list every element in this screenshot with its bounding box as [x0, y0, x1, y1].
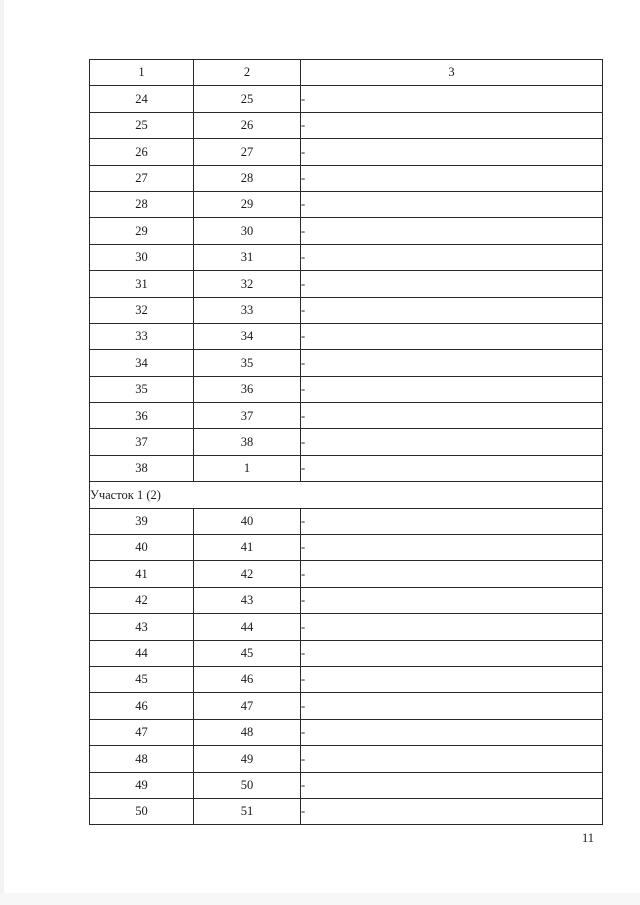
- point-to-cell: 50: [194, 772, 301, 798]
- point-from-cell: 38: [90, 455, 194, 481]
- description-cell: -: [301, 244, 603, 270]
- description-cell: -: [301, 798, 603, 824]
- table-row: [90, 271, 603, 297]
- table-row: [90, 561, 603, 587]
- point-to-cell: 28: [194, 165, 301, 191]
- table-row: [90, 244, 603, 270]
- point-to-cell: 34: [194, 323, 301, 349]
- table-row: [90, 191, 603, 217]
- table-row: [90, 798, 603, 824]
- point-from-cell: 26: [90, 139, 194, 165]
- point-to-cell: 45: [194, 640, 301, 666]
- point-to-cell: 49: [194, 746, 301, 772]
- point-to-cell: 35: [194, 350, 301, 376]
- table-row: [90, 640, 603, 666]
- description-cell: -: [301, 218, 603, 244]
- point-from-cell: 46: [90, 693, 194, 719]
- description-cell: -: [301, 429, 603, 455]
- point-to-cell: 32: [194, 271, 301, 297]
- point-from-cell: 41: [90, 561, 194, 587]
- description-cell: -: [301, 455, 603, 481]
- page-number: 11: [582, 831, 595, 845]
- description-cell: -: [301, 587, 603, 613]
- point-from-cell: 47: [90, 719, 194, 745]
- description-cell: -: [301, 191, 603, 217]
- point-from-cell: 34: [90, 350, 194, 376]
- point-to-cell: 38: [194, 429, 301, 455]
- point-to-cell: 36: [194, 376, 301, 402]
- table-body: [90, 60, 603, 825]
- description-cell: -: [301, 350, 603, 376]
- header-cell-2: 2: [194, 60, 301, 86]
- point-to-cell: 41: [194, 535, 301, 561]
- point-to-cell: 43: [194, 587, 301, 613]
- table-row: [90, 693, 603, 719]
- point-from-cell: 31: [90, 271, 194, 297]
- table-row: [90, 297, 603, 323]
- point-from-cell: 24: [90, 86, 194, 112]
- point-to-cell: 37: [194, 403, 301, 429]
- description-cell: -: [301, 86, 603, 112]
- point-from-cell: 50: [90, 798, 194, 824]
- page-bottom-edge: [0, 893, 640, 905]
- point-to-cell: 44: [194, 614, 301, 640]
- section-label: Участок 1 (2): [90, 482, 603, 508]
- description-cell: -: [301, 112, 603, 138]
- header-cell-3: 3: [301, 60, 603, 86]
- description-cell: -: [301, 508, 603, 534]
- description-cell: -: [301, 376, 603, 402]
- table-header-row: [90, 60, 603, 86]
- point-from-cell: 40: [90, 535, 194, 561]
- point-from-cell: 25: [90, 112, 194, 138]
- table-row: [90, 746, 603, 772]
- point-from-cell: 28: [90, 191, 194, 217]
- description-cell: -: [301, 323, 603, 349]
- point-to-cell: 26: [194, 112, 301, 138]
- point-from-cell: 45: [90, 666, 194, 692]
- description-cell: -: [301, 640, 603, 666]
- description-cell: -: [301, 271, 603, 297]
- description-cell: -: [301, 693, 603, 719]
- point-from-cell: 33: [90, 323, 194, 349]
- table-row: [90, 350, 603, 376]
- description-cell: -: [301, 297, 603, 323]
- point-to-cell: 29: [194, 191, 301, 217]
- description-cell: -: [301, 561, 603, 587]
- table-row: [90, 139, 603, 165]
- point-from-cell: 37: [90, 429, 194, 455]
- table-row: [90, 112, 603, 138]
- point-to-cell: 30: [194, 218, 301, 244]
- table-row: [90, 535, 603, 561]
- table-row: [90, 429, 603, 455]
- table-row: [90, 614, 603, 640]
- description-cell: -: [301, 746, 603, 772]
- table-row: [90, 666, 603, 692]
- point-to-cell: 27: [194, 139, 301, 165]
- description-cell: -: [301, 719, 603, 745]
- table-row: [90, 403, 603, 429]
- point-to-cell: 48: [194, 719, 301, 745]
- point-from-cell: 27: [90, 165, 194, 191]
- table-row: [90, 719, 603, 745]
- point-from-cell: 43: [90, 614, 194, 640]
- table-row: [90, 218, 603, 244]
- description-cell: -: [301, 614, 603, 640]
- description-cell: -: [301, 535, 603, 561]
- table-row: [90, 455, 603, 481]
- page-left-edge: [0, 0, 4, 905]
- point-from-cell: 29: [90, 218, 194, 244]
- description-cell: -: [301, 772, 603, 798]
- point-to-cell: 1: [194, 455, 301, 481]
- point-to-cell: 47: [194, 693, 301, 719]
- point-to-cell: 40: [194, 508, 301, 534]
- table-row: [90, 508, 603, 534]
- table-row: [90, 376, 603, 402]
- point-from-cell: 44: [90, 640, 194, 666]
- table-row: [90, 587, 603, 613]
- header-cell-1: 1: [90, 60, 194, 86]
- point-from-cell: 35: [90, 376, 194, 402]
- point-to-cell: 33: [194, 297, 301, 323]
- description-cell: -: [301, 165, 603, 191]
- boundary-points-table: [89, 59, 603, 825]
- description-cell: -: [301, 139, 603, 165]
- point-from-cell: 42: [90, 587, 194, 613]
- point-from-cell: 48: [90, 746, 194, 772]
- description-cell: -: [301, 666, 603, 692]
- table-row: [90, 772, 603, 798]
- point-to-cell: 42: [194, 561, 301, 587]
- table-row: [90, 86, 603, 112]
- table-row: [90, 165, 603, 191]
- point-from-cell: 32: [90, 297, 194, 323]
- description-cell: -: [301, 403, 603, 429]
- point-from-cell: 30: [90, 244, 194, 270]
- point-to-cell: 31: [194, 244, 301, 270]
- section-row: [90, 482, 603, 508]
- table-row: [90, 323, 603, 349]
- point-from-cell: 36: [90, 403, 194, 429]
- point-to-cell: 46: [194, 666, 301, 692]
- point-from-cell: 49: [90, 772, 194, 798]
- point-to-cell: 25: [194, 86, 301, 112]
- point-from-cell: 39: [90, 508, 194, 534]
- point-to-cell: 51: [194, 798, 301, 824]
